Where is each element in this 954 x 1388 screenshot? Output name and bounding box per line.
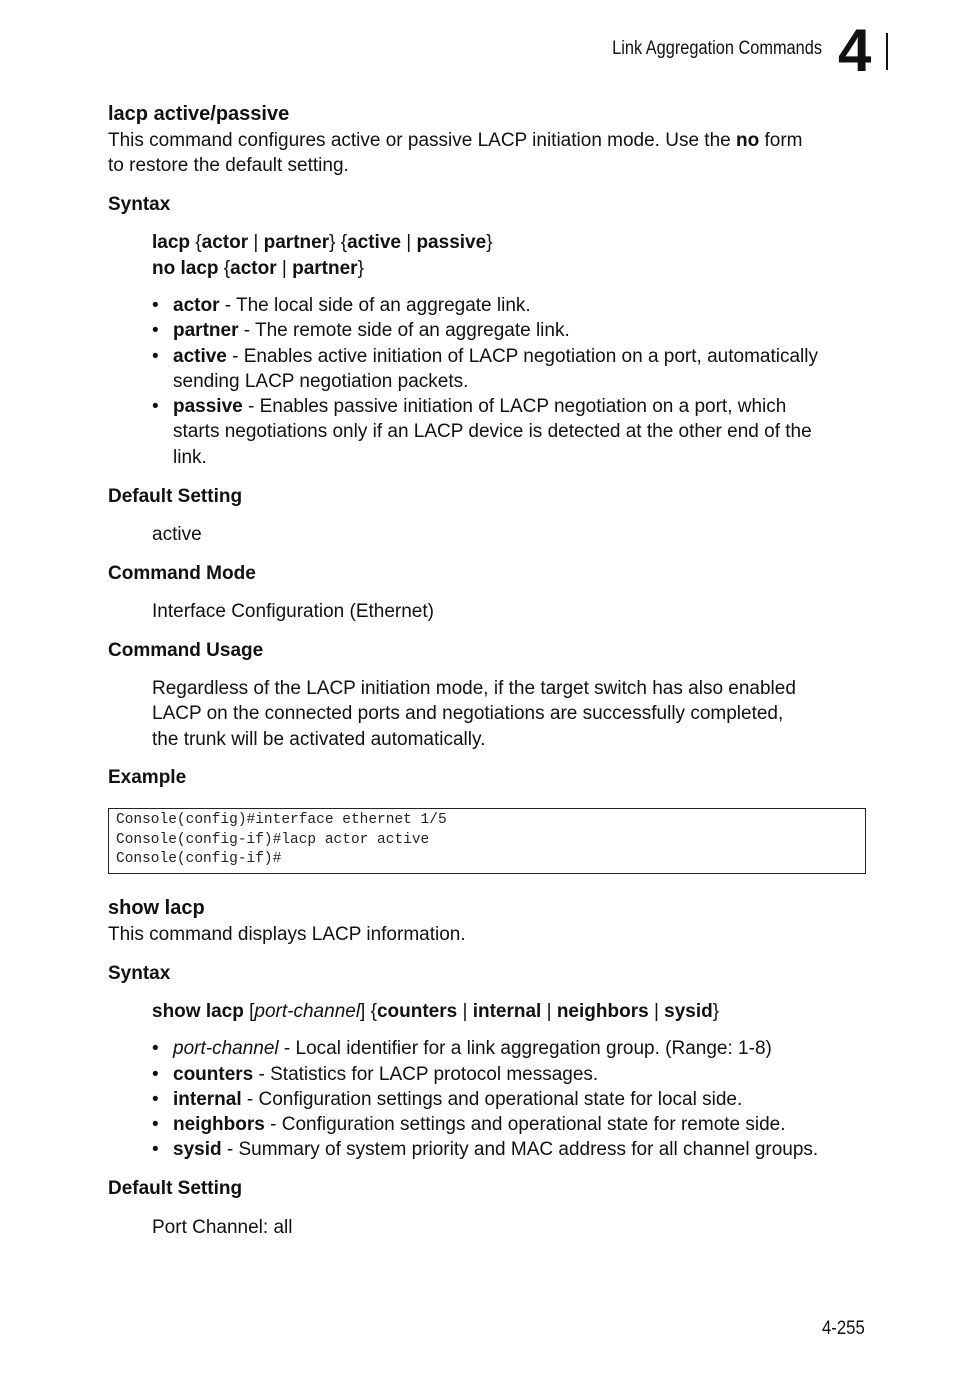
bullet-icon: • xyxy=(152,295,159,316)
running-header: Link Aggregation Commands xyxy=(612,38,822,59)
syntax-line: show lacp [port-channel] {counters | internal | neighbors | sysid} xyxy=(152,1001,720,1022)
syntax-heading: Syntax xyxy=(108,963,171,984)
example-heading: Example xyxy=(108,767,187,788)
command-usage-line: the trunk will be activated automatically. xyxy=(152,729,486,750)
chapter-rule xyxy=(886,33,888,70)
bullet-icon: • xyxy=(152,396,159,417)
command-mode-value: Interface Configuration (Ethernet) xyxy=(152,601,434,622)
bullet-icon: • xyxy=(152,1038,159,1059)
syntax-line-2: no lacp {actor | partner} xyxy=(152,258,364,279)
syntax-heading: Syntax xyxy=(108,194,171,215)
bullet-icon: • xyxy=(152,1064,159,1085)
command-usage-line: LACP on the connected ports and negotiations are successfully completed, xyxy=(152,703,784,724)
code-line: Console(config-if)#lacp actor active xyxy=(116,832,430,848)
bullet-icon: • xyxy=(152,320,159,341)
code-line: Console(config)#interface ethernet 1/5 xyxy=(116,812,447,828)
command-title-show-lacp: show lacp xyxy=(108,897,205,919)
default-setting-value: Port Channel: all xyxy=(152,1217,293,1238)
chapter-number: 4 xyxy=(838,17,870,84)
syntax-line-1: lacp {actor | partner} {active | passive} xyxy=(152,232,493,253)
code-line: Console(config-if)# xyxy=(116,851,282,867)
page-number: 4-255 xyxy=(822,1318,865,1339)
command-usage-line: Regardless of the LACP initiation mode, if the target switch has also enabled xyxy=(152,678,796,699)
default-setting-heading: Default Setting xyxy=(108,486,243,507)
default-setting-heading: Default Setting xyxy=(108,1178,243,1199)
command-description: This command displays LACP information. xyxy=(108,924,466,945)
command-mode-heading: Command Mode xyxy=(108,563,256,584)
command-description: This command configures active or passive LACP initiation mode. Use the no form xyxy=(108,130,803,151)
bullet-icon: • xyxy=(152,1114,159,1135)
bullet-icon: • xyxy=(152,1089,159,1110)
command-description-line2: to restore the default setting. xyxy=(108,155,349,176)
bullet-icon: • xyxy=(152,1139,159,1160)
bullet-icon: • xyxy=(152,346,159,367)
command-usage-heading: Command Usage xyxy=(108,640,264,661)
command-title-lacp-active-passive: lacp active/passive xyxy=(108,103,290,125)
default-setting-value: active xyxy=(152,524,202,545)
